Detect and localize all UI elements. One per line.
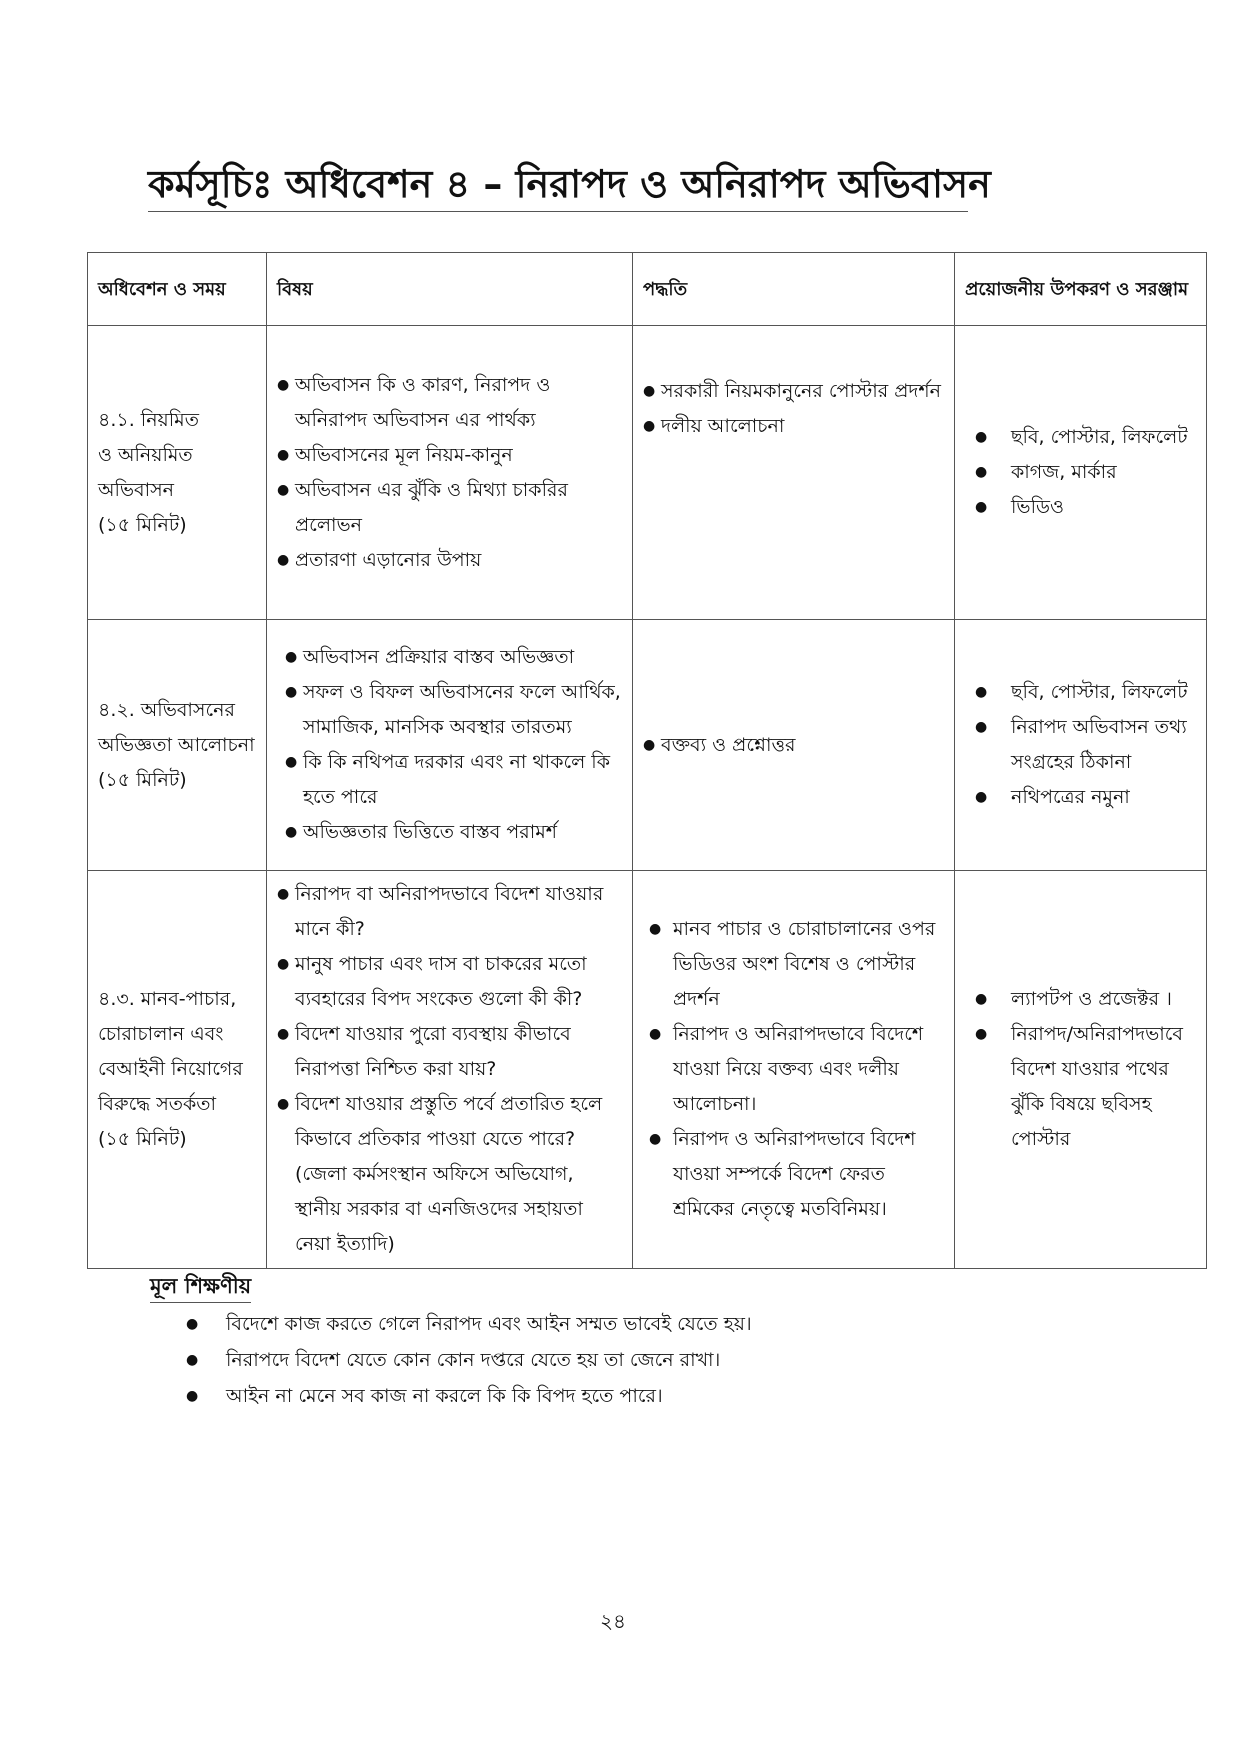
bullet-icon: ● [975, 719, 988, 735]
list-item: ● বিদেশে কাজ করতে গেলে নিরাপদ এবং আইন সম্মত ভাবেই যেতে হয়। [186, 1306, 1086, 1342]
bullet-icon: ● [285, 754, 298, 770]
list-item: ● অভিজ্ঞতার ভিত্তিতে বাস্তব পরামর্শ [285, 815, 622, 850]
list-item: ● অভিবাসন প্রক্রিয়ার বাস্তব অভিজ্ঞতা [285, 640, 622, 675]
list-item: ● নিরাপদ/অনিরাপদভাবে বিদেশ যাওয়ার পথের ঝুঁকি বিষয়ে ছবিসহ পোস্টার [965, 1017, 1196, 1157]
bullet-icon: ● [649, 921, 662, 937]
bullet-icon: ● [277, 551, 290, 568]
session-schedule-table [87, 252, 1207, 1269]
list-item: ● বিদেশ যাওয়ার প্রস্তুতি পর্বে প্রতারিত হলে কিভাবে প্রতিকার পাওয়া যেতে পারে? (জেলা কর্মসংস্থান অফিসে অভিযোগ, স্থানীয় সরকার বা এনজিওদের সহায়তা নেয়া ইত্যাদি) [277, 1087, 622, 1262]
bullet-icon: ● [649, 1026, 662, 1042]
bullet-icon: ● [643, 418, 656, 434]
session-line: ৪.১. নিয়মিত [98, 408, 199, 431]
bullet-icon: ● [186, 1352, 199, 1368]
title-underline [148, 211, 968, 212]
key-learning-list [186, 1306, 1086, 1414]
bullet-icon: ● [643, 736, 656, 753]
list-item: ● নিরাপদ অভিবাসন তথ্য সংগ্রহের ঠিকানা [965, 710, 1196, 780]
table-row [88, 620, 1207, 871]
bullet-icon: ● [277, 446, 290, 463]
list-item: ● ছবি, পোস্টার, লিফলেট [965, 420, 1196, 455]
table-header-row [88, 253, 1207, 326]
bullet-icon: ● [277, 956, 290, 972]
materials-cell [955, 871, 1207, 1269]
list-item: ● সরকারী নিয়মকানুনের পোস্টার প্রদর্শন [643, 374, 944, 409]
bullet-icon: ● [186, 1316, 199, 1332]
list-item: ● মানব পাচার ও চোরাচালানের ওপর ভিডিওর অংশ বিশেষ ও পোস্টার প্রদর্শন [643, 912, 944, 1017]
list-item: ● ভিডিও [965, 490, 1196, 525]
session-line: বেআইনী নিয়োগের [98, 1058, 243, 1080]
bullet-icon: ● [285, 824, 298, 840]
bullet-icon: ● [277, 481, 290, 498]
header-topic: বিষয় [267, 253, 633, 326]
list-item: ● সফল ও বিফল অভিবাসনের ফলে আর্থিক, সামাজিক, মানসিক অবস্থার তারতম্য [285, 675, 622, 745]
header-method: পদ্ধতি [633, 253, 955, 326]
bullet-icon: ● [285, 649, 298, 665]
bullet-icon: ● [649, 1131, 662, 1147]
list-item: ● ছবি, পোস্টার, লিফলেট [965, 675, 1196, 710]
list-item: ● নিরাপদে বিদেশ যেতে কোন কোন দপ্তরে যেতে হয় তা জেনে রাখা। [186, 1342, 1086, 1378]
list-item: ● বক্তব্য ও প্রশ্নোত্তর [643, 728, 944, 763]
list-item: ● আইন না মেনে সব কাজ না করলে কি কি বিপদ হতে পারে। [186, 1378, 1086, 1414]
bullet-icon: ● [277, 376, 290, 393]
list-item: ● অভিবাসনের মূল নিয়ম-কানুন [277, 438, 622, 473]
session-cell [88, 326, 267, 620]
bullet-icon: ● [277, 1026, 290, 1042]
bullet-icon: ● [277, 886, 290, 902]
list-item: ● কাগজ, মার্কার [965, 455, 1196, 490]
bullet-icon: ● [285, 684, 298, 700]
session-cell [88, 871, 267, 1269]
bullet-icon: ● [277, 1096, 290, 1112]
list-item: ● প্রতারণা এড়ানোর উপায় [277, 543, 622, 578]
session-line: ৪.৩. মানব-পাচার, [98, 988, 237, 1010]
session-line: অভিবাসন [98, 478, 175, 501]
bullet-icon: ● [975, 499, 988, 515]
table-row [88, 326, 1207, 620]
list-item: ● কি কি নথিপত্র দরকার এবং না থাকলে কি হতে পারে [285, 745, 622, 815]
materials-cell [955, 326, 1207, 620]
list-item: ● অভিবাসন এর ঝুঁকি ও মিথ্যা চাকরির প্রলোভন [277, 473, 622, 543]
page-title: কর্মসূচিঃ অধিবেশন ৪ – নিরাপদ ও অনিরাপদ অভিবাসন [148, 162, 991, 206]
header-materials: প্রয়োজনীয় উপকরণ ও সরঞ্জাম [955, 253, 1207, 326]
session-line: ৪.২. অভিবাসনের [98, 698, 235, 721]
session-line: বিরুদ্ধে সতর্কতা [98, 1093, 217, 1115]
method-cell [633, 326, 955, 620]
table-row [88, 871, 1207, 1269]
session-line: ও অনিয়মিত [98, 443, 193, 466]
list-item: ● বিদেশ যাওয়ার পুরো ব্যবস্থায় কীভাবে নিরাপত্তা নিশ্চিত করা যায়? [277, 1017, 622, 1087]
topic-cell [267, 871, 633, 1269]
session-cell [88, 620, 267, 871]
bullet-icon: ● [186, 1388, 199, 1404]
session-duration: (১৫ মিনিট) [98, 768, 187, 791]
method-cell [633, 620, 955, 871]
list-item: ● নথিপত্রের নমুনা [965, 780, 1196, 815]
bullet-icon: ● [975, 429, 988, 445]
materials-cell [955, 620, 1207, 871]
list-item: ● নিরাপদ বা অনিরাপদভাবে বিদেশ যাওয়ার মানে কী? [277, 877, 622, 947]
session-line: চোরাচালান এবং [98, 1023, 224, 1045]
list-item: ● দলীয় আলোচনা [643, 409, 944, 444]
key-learning-heading: মূল শিক্ষণীয় [150, 1270, 251, 1303]
header-session: অধিবেশন ও সময় [88, 253, 267, 326]
list-item: ● অভিবাসন কি ও কারণ, নিরাপদ ও অনিরাপদ অভিবাসন এর পার্থক্য [277, 368, 622, 438]
list-item: ● নিরাপদ ও অনিরাপদভাবে বিদেশ যাওয়া সম্পর্কে বিদেশ ফেরত শ্রমিকের নেতৃত্বে মতবিনিময়। [643, 1122, 944, 1227]
bullet-icon: ● [975, 1026, 988, 1042]
session-duration: (১৫ মিনিট) [98, 513, 187, 536]
bullet-icon: ● [975, 789, 988, 805]
session-duration: (১৫ মিনিট) [98, 1128, 187, 1150]
bullet-icon: ● [975, 684, 988, 700]
list-item: ● মানুষ পাচার এবং দাস বা চাকরের মতো ব্যবহারের বিপদ সংকেত গুলো কী কী? [277, 947, 622, 1017]
method-cell [633, 871, 955, 1269]
bullet-icon: ● [643, 383, 656, 399]
bullet-icon: ● [975, 464, 988, 480]
topic-cell [267, 620, 633, 871]
list-item: ● নিরাপদ ও অনিরাপদভাবে বিদেশে যাওয়া নিয়ে বক্তব্য এবং দলীয় আলোচনা। [643, 1017, 944, 1122]
bullet-icon: ● [975, 991, 988, 1007]
topic-cell [267, 326, 633, 620]
page-number: ২৪ [600, 1609, 626, 1633]
session-line: অভিজ্ঞতা আলোচনা [98, 733, 255, 756]
list-item: ● ল্যাপটপ ও প্রজেক্টর । [965, 982, 1196, 1017]
